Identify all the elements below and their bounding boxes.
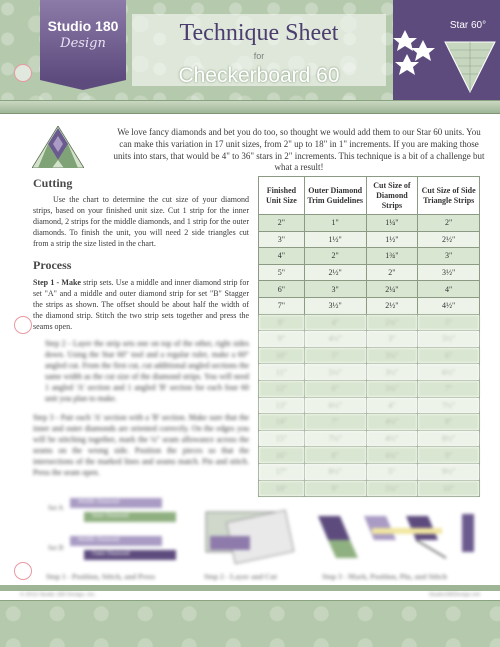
table-row [259,414,480,431]
caption-step1: Step 1 - Position, Stitch, and Press [46,572,156,581]
table-cell: 13" [259,397,305,414]
step3-text: Step 3 - Pair each 'A' section with a 'B' section. Make sure that the inner and outer diamonds are oriented correctly. On the edges you will be stitching together, mark the ¼" seam allowance across the seams on the wrong side. Position the pieces so that the intersections of the marked lines and seams match. Pin and stitch. Press the seam open. [33,413,249,477]
table-cell: 8½" [418,430,480,447]
table-cell: 3¼" [366,347,418,364]
footer-band [0,600,500,647]
caption-step3: Step 3 - Mark, Position, Pin, and Stitch [322,572,448,581]
cutting-heading: Cutting [33,176,73,190]
star-60-tool-icon [393,0,500,100]
set-b-middle-label: Middle Diamond [78,537,120,543]
table-cell: 4" [304,314,366,331]
header-diamond-strips: Cut Size of Diamond Strips [366,177,418,215]
table-cell: 3¾" [366,380,418,397]
table-cell: 5" [259,264,305,281]
cutting-text: Use the chart to determine the cut size of your diamond strips, based on your finished unit size. Cut 1 strip for the inner diamond, 2 strips for the middle diamonds, and 1 strip for the outer diamonds. To finish the unit, you will need 2 side triangles cut from a strip the size listed in the chart. [33,195,249,248]
table-cell: 8" [259,314,305,331]
table-row [259,314,480,331]
table-cell: 2" [304,248,366,265]
step1-body: strip sets. Use a middle and inner diamond strip for set "A" and a middle and outer diamond strip for set "B" Stagger the strips as shown. The offset should be about half the width of the diamond strip. Stitch the two strip sets together and press the seams open. [33,278,250,331]
header-stripe [0,100,500,114]
caption-step2: Step 2 - Layer and Cut [204,572,277,581]
table-row [259,480,480,497]
table-cell: 4½" [418,297,480,314]
table-cell: 11" [259,364,305,381]
table-cell: 14" [259,414,305,431]
table-cell: 4" [259,248,305,265]
table-cell: 3½" [366,364,418,381]
logo-line2: Design [60,36,106,51]
table-cell: 1¼" [366,215,418,232]
footer-copyright: © 2013 Studio 180 Design, Inc. [20,592,97,598]
table-cell: 9½" [418,463,480,480]
table-cell: 4¾" [366,447,418,464]
table-cell: 16" [259,447,305,464]
table-cell: 2" [366,264,418,281]
table-row [259,380,480,397]
table-cell: 7" [304,414,366,431]
table-cell: 5" [366,463,418,480]
step1-text [33,277,249,332]
set-b-label: Set B [48,544,64,552]
layer-cut-illustration [200,506,300,564]
table-row [259,264,480,281]
table-cell: 2½" [418,231,480,248]
process-heading: Process [33,258,72,272]
table-cell: 10" [418,480,480,497]
table-cell: 2¾" [366,314,418,331]
table-cell: 8½" [304,463,366,480]
table-cell: 3½" [304,297,366,314]
table-cell: 8" [418,414,480,431]
table-cell: 4½" [366,430,418,447]
table-cell: 2" [418,215,480,232]
table-cell: 3½" [418,264,480,281]
tool-label: Star 60° [449,20,487,31]
table-cell: 4" [366,397,418,414]
header-side-triangle: Cut Size of Side Triangle Strips [418,177,480,215]
page-title: Technique Sheet [179,20,339,46]
table-cell: 10" [259,347,305,364]
table-cell: 5" [418,314,480,331]
table-cell: 9" [418,447,480,464]
binder-hole-top [14,64,32,82]
set-a-middle-label: Middle Diamond [78,499,120,505]
table-cell: 5½" [304,364,366,381]
set-a-inner-label: Inner Diamond [92,513,129,519]
logo-line1: Studio 180 [47,18,119,34]
step2-text: Step 2 - Layer the strip sets one on top of the other, right sides down. Using the Star 60" tool and a regular ruler, make a 60° angled cut. From the first cut, cut additional angled sections the same width as the cut size of the diamond strips. You will need 1 angled 'A' section and 1 angled 'B' section for each four 60 unit you plan to make. [45,339,249,403]
table-cell: 3" [366,331,418,348]
table-row [259,347,480,364]
table-cell: 6" [304,380,366,397]
table-cell: 3" [259,231,305,248]
header-outer-trim: Outer Diamond Trim Guidelines [304,177,366,215]
table-cell: 7½" [304,430,366,447]
table-row [259,364,480,381]
table-cell: 9" [259,331,305,348]
table-row [259,231,480,248]
table-row [259,215,480,232]
table-cell: 15" [259,430,305,447]
table-cell: 1¾" [366,248,418,265]
table-cell: 5¼" [366,480,418,497]
cut-size-table [258,176,480,497]
footer-website: Studio180Design.net [428,592,480,598]
table-cell: 17" [259,463,305,480]
title-box [132,14,386,86]
table-cell: 1½" [366,231,418,248]
mark-pin-illustration [318,512,490,562]
set-b-outer-label: Outer Diamond [92,551,130,557]
table-cell: 1½" [304,231,366,248]
table-cell: 9" [304,480,366,497]
table-cell: 5" [304,347,366,364]
diamond-unit-icon [32,126,84,168]
table-cell: 4¼" [366,414,418,431]
table-cell: 3" [304,281,366,298]
title-for: for [253,51,265,61]
table-cell: 4" [418,281,480,298]
studio180-logo [40,0,126,80]
table-cell: 12" [259,380,305,397]
table-row [259,463,480,480]
table-header-row [259,177,480,215]
table-cell: 2¼" [366,281,418,298]
table-cell: 2½" [304,264,366,281]
table-cell: 18" [259,480,305,497]
table-cell: 6" [418,347,480,364]
binder-hole-middle [14,316,32,334]
table-cell: 2½" [366,297,418,314]
table-row [259,397,480,414]
table-row [259,248,480,265]
table-cell: 7" [418,380,480,397]
table-row [259,430,480,447]
table-cell: 6" [259,281,305,298]
table-cell: 5½" [418,331,480,348]
table-row [259,281,480,298]
table-row [259,297,480,314]
intro-paragraph: We love fancy diamonds and bet you do too, so thought we would add them to our Star 60 units. You can make this variation in 17 unit sizes, from 2" up to 18" in 1" increments. If you are making those units into stars, that would be 4" to 36" stars in 2" increments. This technique is a bit of a challenge but what a result! [113,127,485,173]
table-cell: 8" [304,447,366,464]
table-cell: 6½" [304,397,366,414]
table-cell: 1" [304,215,366,232]
header-finished-unit: Finished Unit Size [259,177,305,215]
page-subtitle: Checkerboard 60 [178,64,340,87]
table-row [259,331,480,348]
table-cell: 7½" [418,397,480,414]
step1-label: Step 1 - Make [33,278,81,287]
set-a-label: Set A [48,504,64,512]
footer-rule [0,585,500,591]
table-row [259,447,480,464]
table-cell: 4½" [304,331,366,348]
table-cell: 2" [259,215,305,232]
table-cell: 3" [418,248,480,265]
binder-hole-bottom [14,562,32,580]
table-cell: 7" [259,297,305,314]
table-cell: 6½" [418,364,480,381]
